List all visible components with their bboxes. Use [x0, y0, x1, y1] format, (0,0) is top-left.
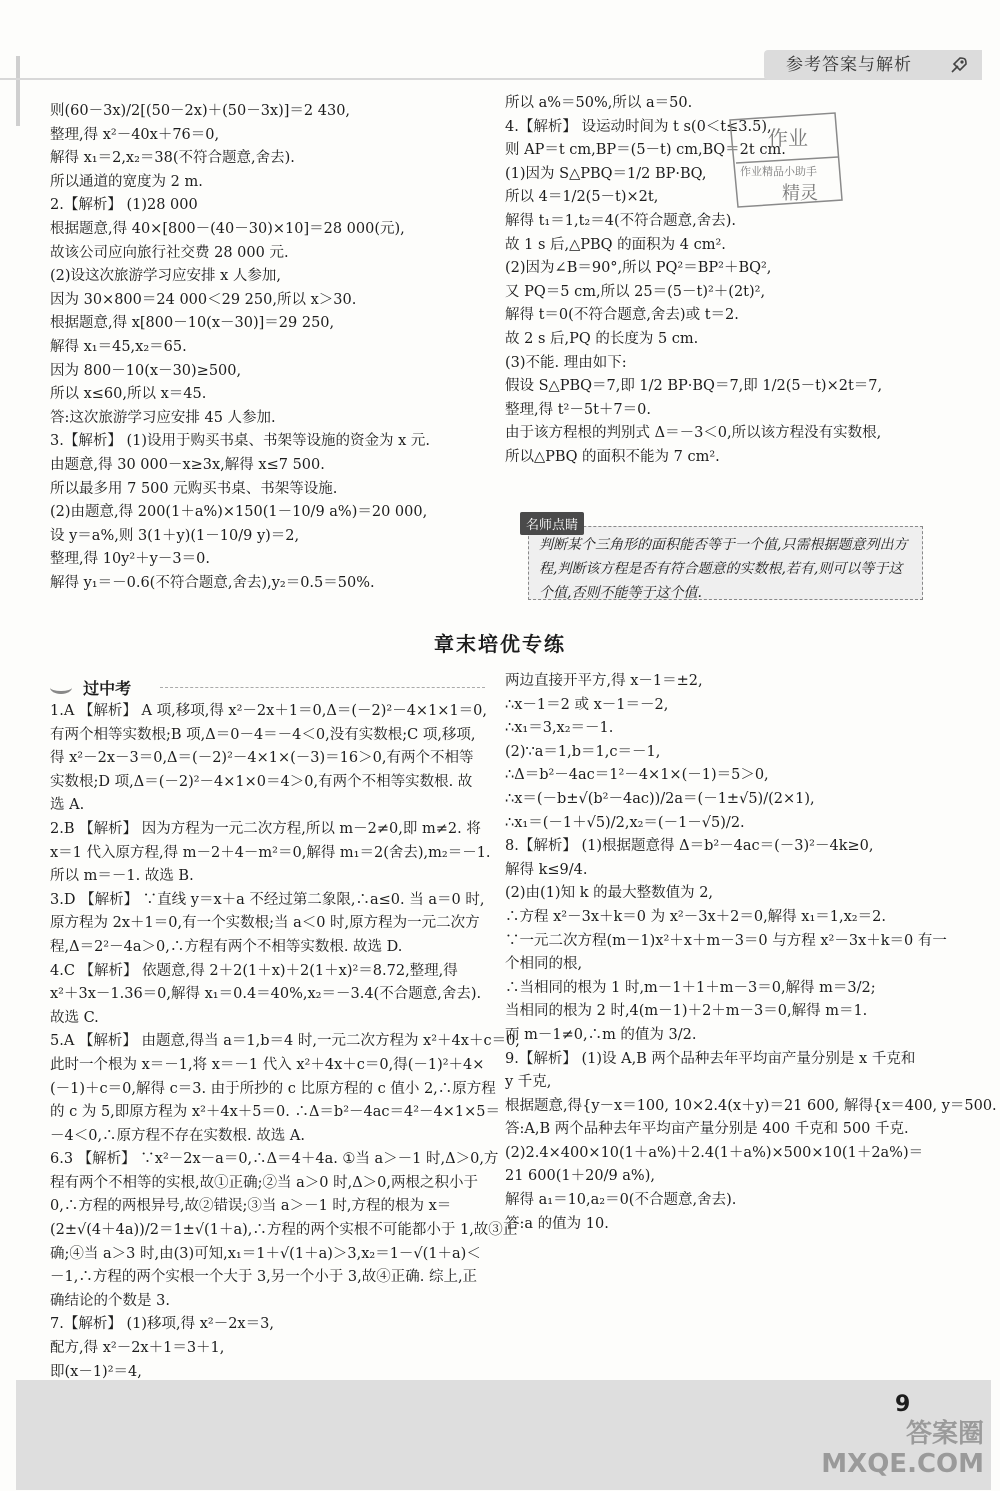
- text-line: 答:a 的值为 10.: [505, 1215, 609, 1232]
- text-line: 实数根;D 项,Δ＝(－2)²－4×1×0＝4＞0,有两个不相等实数根. 故: [50, 773, 473, 790]
- text-line: 原方程为 2x＋1＝0,有一个实数根;当 a＜0 时,原方程为一元二次方: [50, 915, 480, 932]
- text-line: 整理,得 t²－5t＋7＝0.: [505, 401, 651, 418]
- subsection-title: 过中考: [83, 679, 132, 698]
- text-line: 个相同的根,: [505, 956, 583, 973]
- text-line: 假设 S△PBQ＝7,即 1/2 BP·BQ＝7,即 1/2(5－t)×2t＝7,: [505, 378, 883, 395]
- text-line: 所以 a%＝50%,所以 a＝50.: [505, 95, 693, 111]
- rocket-icon: [948, 54, 970, 76]
- teacher-tip-box: [520, 512, 925, 602]
- text-line: 解得 x₁＝45,x₂＝65.: [50, 338, 187, 355]
- text-line: 根据题意,得 x[800－10(x－30)]＝29 250,: [50, 315, 335, 332]
- text-line: 7.【解析】 (1)移项,得 x²－2x＝3,: [50, 1316, 274, 1333]
- text-line: 5.A 【解析】 由题意,得当 a＝1,b＝4 时,一元二次方程为 x²＋4x＋c＝0,: [50, 1033, 520, 1050]
- text-line: 6.3 【解析】 ∵x²－2x－a＝0,∴Δ＝4＋4a. ①当 a＞－1 时,Δ＞0,方: [50, 1151, 499, 1168]
- text-line: 确;④当 a＞3 时,由(3)可知,x₁＝1＋√(1＋a)＞3,x₂＝1－√(1＋a)＜: [50, 1245, 481, 1262]
- text-line: 8.【解析】 (1)根据题意得 Δ＝b²－4ac＝(－3)²－4k≥0,: [505, 838, 874, 855]
- text-line: 由于该方程根的判别式 Δ＝－3＜0,所以该方程没有实数根,: [505, 425, 882, 442]
- subsection-rule: [160, 687, 485, 688]
- text-line: 9.【解析】 (1)设 A,B 两个品种去年平均亩产量分别是 x 千克和: [505, 1050, 916, 1067]
- text-line: 解得 y₁＝－0.6(不符合题意,舍去),y₂＝0.5＝50%.: [50, 574, 375, 591]
- text-line: (2±√(4＋4a))/2＝1±√(1＋a),∴方程的两个实根不可能都小于 1,故③正: [50, 1222, 518, 1239]
- text-line: 由题意,得 30 000－x≥3x,解得 x≤7 500.: [50, 456, 325, 473]
- text-line: －1,∴方程的两个实根一个大于 3,另一个小于 3,故④正确. 综上,正: [50, 1269, 478, 1286]
- header-title: 参考答案与解析: [786, 55, 912, 75]
- tip-label: 名师点睛: [520, 512, 584, 535]
- text-line: 所以通道的宽度为 2 m.: [50, 173, 203, 190]
- text-line: (1)因为 S△PBQ＝1/2 BP·BQ,: [505, 165, 707, 182]
- text-line: 因为 800－10(x－30)≥500,: [50, 362, 242, 379]
- text-line: 解得 t₁＝1,t₂＝4(不符合题意,舍去).: [505, 212, 736, 229]
- text-line: ∴当相同的根为 1 时,m－1＋1＋m－3＝0,解得 m＝3/2;: [505, 979, 876, 996]
- text-line: x＝1 代入原方程,得 m－2＋4－m²＝0,解得 m₁＝2(舍去),m₂＝－1.: [50, 844, 491, 861]
- text-line: ∴Δ＝b²－4ac＝1²－4×1×(－1)＝5＞0,: [505, 767, 769, 784]
- text-line: 则 AP＝t cm,BP＝(5－t) cm,BQ＝2t cm.: [505, 142, 786, 159]
- text-line: －4＜0,∴原方程不存在实数根. 故选 A.: [50, 1127, 305, 1144]
- text-line: 有两个相等实数根;B 项,Δ＝0－4＝－4＜0,没有实数根;C 项,移项,: [50, 726, 476, 743]
- right-column-bottom: [505, 670, 997, 1236]
- text-line: 确结论的个数是 3.: [50, 1292, 170, 1309]
- side-marker: [16, 56, 20, 126]
- text-line: 3.D 【解析】 ∵直线 y＝x＋a 不经过第二象限,∴a≤0. 当 a＝0 时,: [50, 891, 485, 908]
- text-line: (3)不能. 理由如下:: [505, 354, 627, 371]
- section-title: 章末培优专练: [434, 632, 566, 656]
- svg-text:精灵: 精灵: [782, 183, 818, 204]
- text-line: 2.【解析】 (1)28 000: [50, 197, 198, 214]
- text-line: 得 x²－2x－3＝0,Δ＝(－2)²－4×1×(－3)＝16＞0,有两个不相等: [50, 750, 474, 767]
- text-line: 所以最多用 7 500 元购买书桌、书架等设施.: [50, 480, 338, 497]
- text-line: 根据题意,得{y－x＝100, 10×2.4(x＋y)＝21 600, 解得{x＝400, y＝500.: [505, 1097, 997, 1114]
- text-line: 程有两个不相等的实根,故①正确;②当 a＞0 时,Δ＞0,两根之积小于: [50, 1174, 478, 1191]
- text-line: 2.B 【解析】 因为方程为一元二次方程,所以 m－2≠0,即 m≠2. 将: [50, 820, 481, 837]
- left-column-top: [50, 100, 490, 595]
- text-line: 设 y＝a%,则 3(1＋y)(1－10/9 y)＝2,: [50, 527, 300, 544]
- page-header: [0, 0, 1000, 92]
- text-line: 故选 C.: [50, 1009, 99, 1026]
- header-rule: [0, 78, 780, 80]
- text-line: 根据题意,得 40×[800－(40－30)×10]＝28 000(元),: [50, 220, 405, 237]
- text-line: (2)由(1)知 k 的最大整数值为 2,: [505, 885, 714, 902]
- text-line: 两边直接开平方,得 x－1＝±2,: [505, 673, 703, 689]
- text-line: 而 m－1≠0,∴m 的值为 3/2.: [505, 1026, 697, 1043]
- text-line: 0,∴方程的两根异号,故②错误;③当 a＞－1 时,方程的根为 x＝: [50, 1198, 452, 1215]
- header-tab: [764, 50, 982, 80]
- text-line: (2)2.4×400×10(1＋a%)＋2.4(1＋a%)×500×10(1＋2a%)＝: [505, 1144, 924, 1161]
- text-line: 故 2 s 后,PQ 的长度为 5 cm.: [505, 330, 699, 347]
- text-line: 4.C 【解析】 依题意,得 2＋2(1＋x)＋2(1＋x)²＝8.72,整理,得: [50, 962, 458, 979]
- text-line: 整理,得 10y²＋y－3＝0.: [50, 551, 210, 568]
- text-line: ∴x－1＝2 或 x－1＝－2,: [505, 696, 669, 713]
- site-watermark: [821, 1419, 984, 1479]
- text-line: 则(60－3x)/2[(50－2x)＋(50－3x)]＝2 430,: [50, 103, 351, 119]
- text-line: 所以 4＝1/2(5－t)×2t,: [505, 189, 659, 206]
- text-line: (－1)＋c＝0,解得 c＝3. 由于所抄的 c 比原方程的 c 值小 2,∴原方程: [50, 1080, 496, 1097]
- text-line: ∵一元二次方程(m－1)x²＋x＋m－3＝0 与方程 x²－3x＋k＝0 有一: [505, 932, 947, 949]
- text-line: ∴x₁＝(－1＋√5)/2,x₂＝(－1－√5)/2.: [505, 814, 745, 831]
- text-line: ∴方程 x²－3x＋k＝0 为 x²－3x＋2＝0,解得 x₁＝1,x₂＝2.: [505, 908, 886, 925]
- text-line: 即(x－1)²＝4,: [50, 1363, 142, 1380]
- text-line: (2)由题意,得 200(1＋a%)×150(1－10/9 a%)＝20 000,: [50, 504, 428, 521]
- wave-icon: [50, 681, 72, 694]
- text-line: (2)因为∠B＝90°,所以 PQ²＝BP²＋BQ²,: [505, 260, 772, 277]
- text-line: (2)∵a＝1,b＝1,c＝－1,: [505, 743, 661, 760]
- svg-text:作业精品小助手: 作业精品小助手: [740, 165, 817, 178]
- text-line: y 千克,: [505, 1074, 552, 1091]
- text-line: 答:A,B 两个品种去年平均亩产量分别是 400 千克和 500 千克.: [505, 1121, 909, 1138]
- text-line: 解得 k≤9/4.: [505, 861, 588, 878]
- text-line: 整理,得 x²－40x＋76＝0,: [50, 126, 220, 143]
- text-line: 程,Δ＝2²－4a＞0,∴方程有两个不相等实数根. 故选 D.: [50, 938, 403, 955]
- text-line: 4.【解析】 设运动时间为 t s(0＜t≤3.5),: [505, 118, 772, 135]
- text-line: 21 600(1＋20/9 a%),: [505, 1168, 655, 1185]
- text-line: ∴x＝(－b±√(b²－4ac))/2a＝(－1±√5)/(2×1),: [505, 790, 815, 807]
- subsection-heading: [50, 676, 490, 698]
- stamp-seal: [720, 105, 850, 215]
- text-line: 的 c 为 5,即原方程为 x²＋4x＋5＝0. ∴Δ＝b²－4ac＝4²－4×1×5＝: [50, 1104, 501, 1121]
- text-line: x²＋3x－1.36＝0,解得 x₁＝0.4＝40%,x₂＝－3.4(不合题意,舍去).: [50, 986, 482, 1003]
- text-line: 所以 m＝－1. 故选 B.: [50, 868, 194, 885]
- text-line: ∴x₁＝3,x₂＝－1.: [505, 720, 614, 737]
- svg-text:作业: 作业: [768, 126, 808, 150]
- text-line: 所以△PBQ 的面积不能为 7 cm².: [505, 448, 720, 465]
- text-line: 又 PQ＝5 cm,所以 25＝(5－t)²＋(2t)²,: [505, 283, 766, 300]
- left-column-bottom: [50, 700, 520, 1384]
- text-line: 解得 x₁＝2,x₂＝38(不符合题意,舍去).: [50, 150, 295, 167]
- text-line: 配方,得 x²－2x＋1＝3＋1,: [50, 1340, 225, 1357]
- text-line: 因为 30×800＝24 000＜29 250,所以 x＞30.: [50, 291, 357, 308]
- text-line: 解得 a₁＝10,a₂＝0(不合题意,舍去).: [505, 1192, 737, 1209]
- page-number: 9: [895, 1392, 911, 1417]
- text-line: 选 A.: [50, 797, 85, 814]
- tip-text: 判断某个三角形的面积能否等于一个值,只需根据题意列出方程,判断该方程是否有符合题意的实数根,若有,则可以等于这个值,否则不能等于这个值.: [528, 526, 923, 600]
- text-line: 解得 t＝0(不符合题意,舍去)或 t＝2.: [505, 307, 739, 324]
- text-line: 所以 x≤60,所以 x＝45.: [50, 386, 207, 403]
- text-line: 3.【解析】 (1)设用于购买书桌、书架等设施的资金为 x 元.: [50, 433, 430, 450]
- text-line: 此时一个根为 x＝－1,将 x＝－1 代入 x²＋4x＋c＝0,得(－1)²＋4×: [50, 1056, 485, 1073]
- text-line: 故 1 s 后,△PBQ 的面积为 4 cm².: [505, 236, 726, 253]
- text-line: 1.A 【解析】 A 项,移项,得 x²－2x＋1＝0,Δ＝(－2)²－4×1×1＝0,: [50, 703, 488, 719]
- text-line: 故该公司应向旅行社交费 28 000 元.: [50, 244, 289, 261]
- text-line: (2)设这次旅游学习应安排 x 人参加,: [50, 268, 282, 285]
- text-line: 当相同的根为 2 时,4(m－1)＋2＋m－3＝0,解得 m＝1.: [505, 1003, 868, 1020]
- watermark-text: 答案圈 MXQE.COM: [821, 1419, 984, 1479]
- text-line: 答:这次旅游学习应安排 45 人参加.: [50, 409, 276, 426]
